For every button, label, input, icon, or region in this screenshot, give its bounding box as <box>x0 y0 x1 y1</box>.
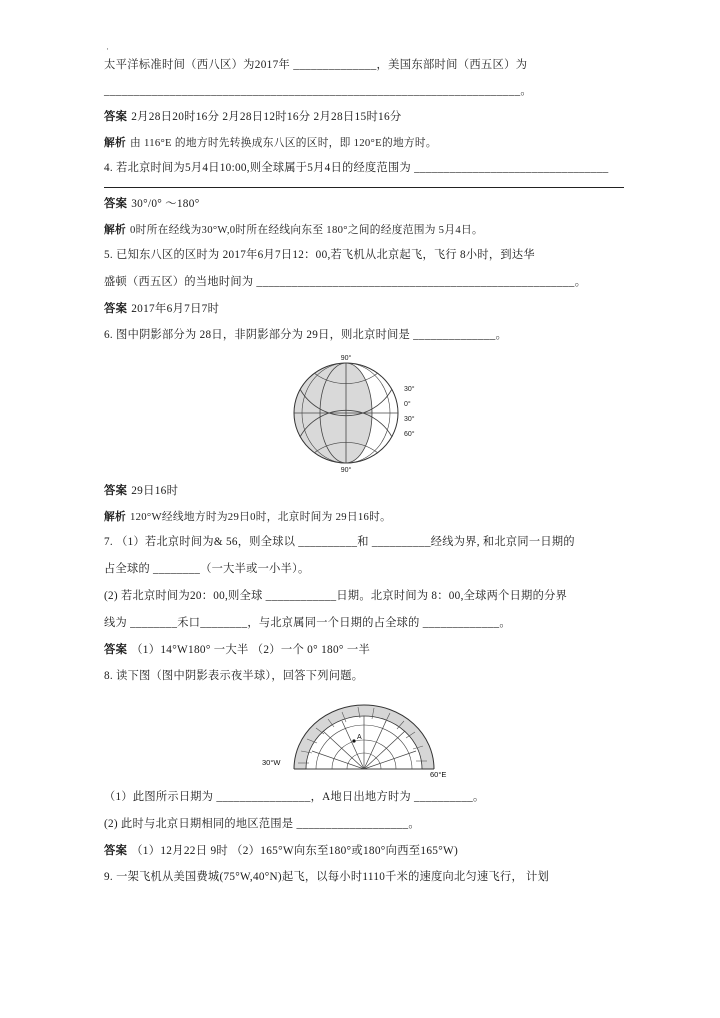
explain-text: 120°W经线地方时为29日0时，北京时间为 29日16时。 <box>129 511 392 524</box>
question-7-line-1: 7. （1）若北京时间为& 56，则全球以 __________和 __________经线为界, 和北京同一日期的 <box>104 536 575 549</box>
answer-tag: 答案 <box>104 485 128 498</box>
hemisphere-figure <box>104 695 624 779</box>
explain-tag: 解析 <box>104 511 126 524</box>
globe-label-right-4: 60° <box>404 431 415 439</box>
explain-block-3 <box>104 135 624 151</box>
answer-tag: 答案 <box>104 197 128 210</box>
answer-block-4 <box>104 196 624 213</box>
question-6: 6. 图中阴影部分为 28日，非阴影部分为 29日，则北京时间是 ______________。 <box>104 328 508 341</box>
answer-tag: 答案 <box>104 302 128 315</box>
answer-text: 2月28日20时16分 2月28日12时16分 2月28日15时16分 <box>131 110 402 123</box>
question-8: 8. 读下图（图中阴影表示夜半球），回答下列问题。 <box>104 670 364 683</box>
answer-tag: 答案 <box>104 844 128 857</box>
globe-label-right-2: 0° <box>404 401 411 409</box>
answer-text: （1）12月22日 9时 （2）165°W向东至180°或180°向西至165°W) <box>131 844 459 857</box>
answer-tag: 答案 <box>104 110 128 123</box>
answer-block-7 <box>104 642 624 659</box>
explain-text: 由 116°E 的地方时先转换成东八区的区时，即 120°E的地方时。 <box>129 136 437 149</box>
question-8-part-2: (2) 此时与北京日期相同的地区范围是 ___________________。 <box>104 817 420 830</box>
answer-tag: 答案 <box>104 644 128 657</box>
answer-block-3 <box>104 109 624 126</box>
question-8-part-1: （1）此图所示日期为 ________________，A地日出地方时为 __________。 <box>104 791 485 803</box>
explain-tag: 解析 <box>104 223 126 236</box>
question-5-line-2: 盛顿（西五区）的当地时间为 ______________________________________________________。 <box>104 275 587 288</box>
globe-label-bottom: 90° <box>340 467 352 474</box>
answer-text: 30°/0° ～180° <box>131 197 200 210</box>
globe-label-right-1: 30° <box>404 386 415 394</box>
paragraph-1-line-2: ______________________________________________________________________。 <box>104 84 532 97</box>
top-mark: · <box>106 44 110 54</box>
hemisphere-point-label: A <box>357 734 362 741</box>
question-7-line-3: (2) 若北京时间为20：00,则全球 ____________日期。北京时间为 8：00,全球两个日期的分界 <box>104 590 568 603</box>
explain-tag: 解析 <box>104 136 126 149</box>
paragraph-1-line-1: 太平洋标准时间（西八区）为2017年 ______________，美国东部时间（西五区）为 <box>104 59 528 71</box>
horizontal-rule <box>104 187 624 188</box>
answer-text: （1）14°W180° 一大半 （2）一个 0° 180° 一半 <box>131 644 371 657</box>
question-5-line-1: 5. 已知东八区的区时为 2017年6月7日12：00,若飞机从北京起飞，飞行 8小时，到达华 <box>104 248 535 261</box>
explain-block-6 <box>104 509 624 525</box>
answer-block-5 <box>104 301 624 318</box>
question-7-line-4: 线为 ________禾口________，与北京属同一个日期的占全球的 _____________。 <box>104 617 511 630</box>
hemisphere-label-left: 30°W <box>262 758 281 767</box>
explain-block-4 <box>104 222 624 238</box>
document-content <box>104 44 624 896</box>
answer-block-6 <box>104 483 624 500</box>
answer-block-8 <box>104 843 624 860</box>
question-4: 4. 若北京时间为5月4日10:00,则全球属于5月4日的经度范围为 _________________________________ <box>104 161 609 174</box>
globe-diagram <box>274 353 454 473</box>
globe-label-top: 90° <box>340 355 352 363</box>
answer-text: 29日16时 <box>131 485 179 498</box>
question-9: 9. 一架飞机从美国费城(75°W,40°N)起飞，以每小时1110千米的速度向北匀速飞行， 计划 <box>104 870 550 883</box>
answer-text: 2017年6月7日7时 <box>131 302 220 315</box>
explain-text: 0时所在经线为30°W,0时所在经线向东至 180°之间的经度范围为 5月4日。 <box>129 223 483 236</box>
hemisphere-diagram <box>254 695 474 779</box>
globe-label-right-3: 30° <box>404 416 415 424</box>
question-7-line-2: 占全球的 ________（一大半或一小半）。 <box>104 563 310 576</box>
globe-figure <box>104 353 624 473</box>
hemisphere-label-right: 60°E <box>430 770 447 779</box>
